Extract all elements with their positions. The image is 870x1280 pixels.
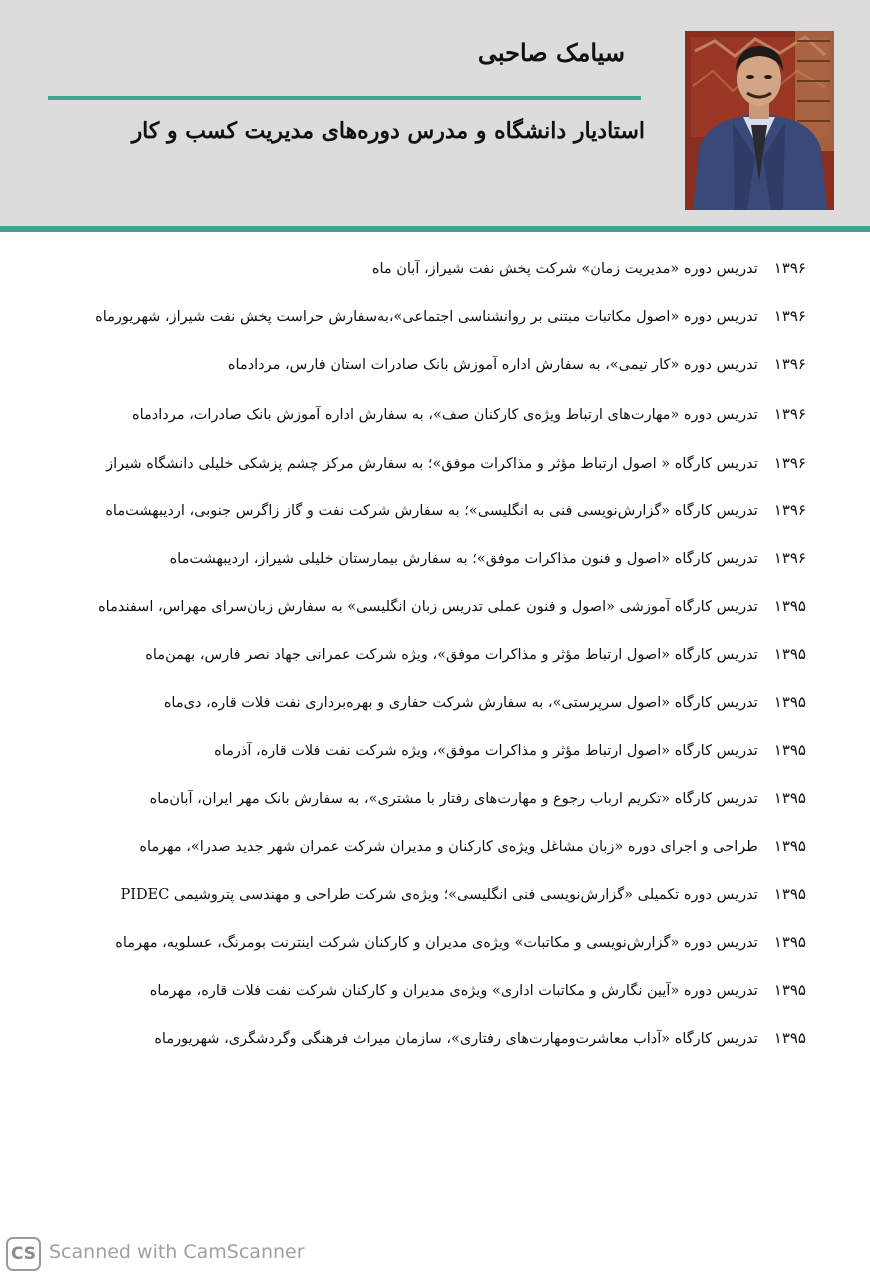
list-item	[121, 884, 806, 904]
entry-description: تدریس دوره «اصول مکاتبات مبتنی بر روانشناسی اجتماعی»،به‌سفارش حراست پخش نفت شیراز، شهریورماه	[95, 309, 758, 325]
entry-description: تدریس کارگاه «اصول و فنون مذاکرات موفق»؛ به سفارش بیمارستان خلیلی شیراز، اردیبهشت‌ماه	[169, 551, 758, 567]
list-item	[105, 500, 806, 520]
entry-year: ۱۳۹۵	[773, 741, 806, 759]
list-item	[145, 644, 806, 664]
entry-year: ۱۳۹۵	[773, 837, 806, 855]
entry-description: تدریس کارگاه «تکریم ارباب رجوع و مهارت‌های رفتار با مشتری»، به سفارش بانک مهر ایران، آبان‌ماه	[149, 791, 758, 807]
header-divider	[0, 226, 870, 232]
list-item	[164, 692, 806, 712]
entry-year: ۱۳۹۶	[773, 259, 806, 277]
entry-year: ۱۳۹۶	[773, 501, 806, 519]
entry-description: تدریس دوره «مهارت‌های ارتباط ویژه‌ی کارکنان صف»، به سفارش اداره آموزش بانک صادرات، مردادماه	[131, 407, 758, 423]
camscanner-logo: CS	[6, 1237, 41, 1271]
entry-year: ۱۳۹۵	[773, 693, 806, 711]
list-item	[214, 740, 806, 760]
list-item	[98, 596, 806, 616]
entry-description: تدریس کارگاه آموزشی «اصول و فنون عملی تدریس زبان انگلیسی» به سفارش زبان‌سرای مهراس، اسفندماه	[98, 599, 758, 615]
camscanner-label: Scanned with CamScanner	[49, 1241, 305, 1263]
entry-description: تدریس دوره «مدیریت زمان» شرکت پخش نفت شیراز، آبان ماه	[371, 261, 758, 277]
person-name: سیامک صاحبی	[477, 38, 625, 67]
entry-description: تدریس کارگاه «اصول سرپرستی»، به سفارش شرکت حفاری و بهره‌برداری نفت فلات قاره، دی‌ماه	[163, 695, 758, 711]
entry-description: تدریس دوره «کار تیمی»، به سفارش اداره آموزش بانک صادرات استان فارس، مردادماه	[227, 357, 758, 373]
entry-year: ۱۳۹۵	[773, 1029, 806, 1047]
entry-year: ۱۳۹۵	[773, 885, 806, 903]
entry-description: طراحی و اجرای دوره «زبان مشاغل ویژه‌ی کارکنان و مدیران شرکت عمران شهر جدید صدرا»، مهرماه	[139, 839, 758, 855]
list-item	[95, 306, 806, 326]
entry-year: ۱۳۹۶	[773, 307, 806, 325]
entry-description: تدریس کارگاه «اصول ارتباط مؤثر و مذاکرات موفق»، ویژه شرکت عمرانی جهاد نصر فارس، بهمن‌ماه	[145, 647, 758, 663]
list-item	[170, 548, 806, 568]
person-title: استادیار دانشگاه و مدرس دوره‌های مدیریت کسب و کار	[131, 118, 645, 144]
scanner-watermark	[6, 1237, 426, 1273]
name-underline-rule	[48, 96, 641, 100]
list-item	[115, 932, 806, 952]
entry-description: تدریس دوره تکمیلی «گزارش‌نویسی فنی انگلیسی»؛ ویژه‌ی شرکت طراحی و مهندسی پتروشیمی PIDEC	[120, 887, 758, 903]
list-item	[106, 453, 806, 473]
entry-year: ۱۳۹۶	[773, 405, 806, 423]
entry-description: تدریس کارگاه « اصول ارتباط مؤثر و مذاکرات موفق»؛ به سفارش مرکز چشم پزشکی خلیلی دانشگاه شیراز	[106, 456, 758, 472]
entry-year: ۱۳۹۵	[773, 645, 806, 663]
entry-description: تدریس دوره «آیین نگارش و مکاتبات اداری» ویژه‌ی مدیران و کارکنان شرکت نفت فلات قاره، مهرماه	[149, 983, 758, 999]
entry-year: ۱۳۹۶	[773, 454, 806, 472]
profile-photo	[685, 31, 834, 210]
list-item	[154, 1028, 806, 1048]
entry-year: ۱۳۹۶	[773, 549, 806, 567]
entry-description: تدریس دوره «گزارش‌نویسی و مکاتبات» ویژه‌ی مدیران و کارکنان شرکت اینترنت بومرنگ، عسلویه، مهرماه	[115, 935, 758, 951]
entry-year: ۱۳۹۵	[773, 981, 806, 999]
list-item	[150, 788, 806, 808]
entry-year: ۱۳۹۵	[773, 789, 806, 807]
list-item	[372, 258, 806, 278]
entry-description: تدریس کارگاه «گزارش‌نویسی فنی به انگلیسی»؛ به سفارش شرکت نفت و گاز زاگرس جنوبی، اردیبهشت‌ماه	[105, 503, 758, 519]
entry-description: تدریس کارگاه «اصول ارتباط مؤثر و مذاکرات موفق»، ویژه شرکت نفت فلات قاره، آذرماه	[214, 743, 758, 759]
entry-year: ۱۳۹۶	[773, 355, 806, 373]
entry-year: ۱۳۹۵	[773, 933, 806, 951]
list-item	[228, 354, 806, 374]
entry-description: تدریس کارگاه «آداب معاشرت‌ومهارت‌های رفتاری»، سازمان میراث فرهنگی وگردشگری، شهریورماه	[154, 1031, 758, 1047]
list-item	[139, 836, 806, 856]
entry-year: ۱۳۹۵	[773, 597, 806, 615]
list-item	[132, 404, 806, 424]
list-item	[150, 980, 806, 1000]
